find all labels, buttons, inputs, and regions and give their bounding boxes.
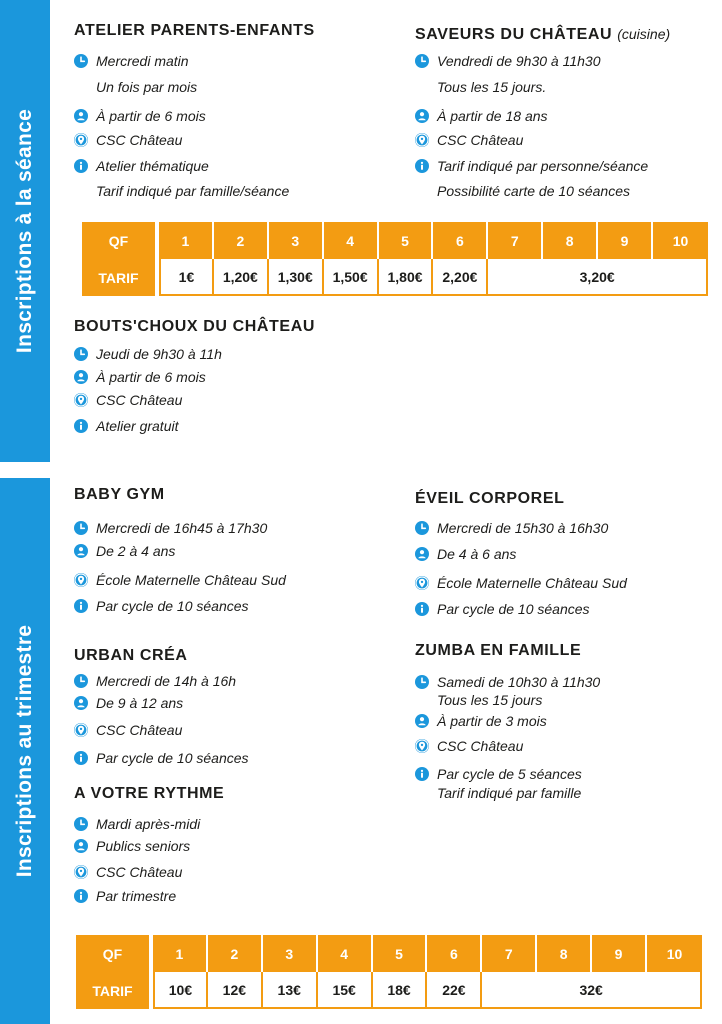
info-icon-glyph (415, 602, 429, 616)
line-text: CSC Château (96, 864, 183, 880)
tarif-cell: 13€ (263, 972, 318, 1009)
location-line (74, 722, 182, 739)
line-text: À partir de 6 mois (96, 369, 206, 385)
line-text: CSC Château (437, 132, 524, 148)
activity-title: BABY GYM (74, 486, 165, 503)
info-line (74, 598, 249, 615)
side-tab-trimestre (0, 478, 50, 1024)
frequency-line (415, 692, 542, 709)
clock-icon (415, 675, 429, 689)
info-line (415, 601, 590, 618)
location-pin-icon-glyph (74, 393, 88, 407)
activity-title-text: SAVEURS DU CHÂTEAU (415, 26, 613, 43)
location-pin-icon-glyph (74, 133, 88, 147)
person-icon (415, 547, 429, 561)
line-text: Tous les 15 jours (437, 692, 543, 708)
age-line (415, 108, 548, 125)
info-line-cont (415, 785, 581, 802)
info-icon (74, 419, 88, 433)
info-icon (415, 159, 429, 173)
clock-icon (74, 521, 88, 535)
side-tab-label: Inscriptions à la séance (13, 108, 36, 354)
line-text: CSC Château (96, 392, 183, 408)
info-line-cont (74, 183, 289, 200)
tarif-table-trimestre (76, 935, 702, 1009)
qf-cell: 7 (488, 222, 543, 259)
activity-urban-crea (74, 647, 394, 772)
qf-label: QF (82, 222, 159, 259)
activity-saveurs-du-chateau (415, 26, 715, 216)
location-line (74, 864, 182, 881)
schedule-line (415, 674, 600, 691)
age-line (74, 369, 206, 386)
age-line (74, 543, 175, 560)
qf-cell: 3 (263, 935, 318, 972)
clock-icon (415, 54, 429, 68)
person-icon-glyph (74, 370, 88, 384)
location-line (74, 392, 182, 409)
qf-cell: 4 (318, 935, 373, 972)
line-text: Par cycle de 10 séances (96, 750, 249, 766)
person-icon-glyph (74, 544, 88, 558)
qf-cell: 10 (653, 222, 708, 259)
line-text: École Maternelle Château Sud (437, 575, 627, 591)
info-icon-glyph (415, 159, 429, 173)
line-text: Mardi après-midi (96, 816, 201, 832)
clock-icon-glyph (415, 54, 429, 68)
clock-icon (74, 347, 88, 361)
activity-title: A VOTRE RYTHME (74, 785, 225, 802)
activity-eveil-corporel (415, 490, 715, 625)
activity-bouts-choux (74, 318, 394, 438)
schedule-line (415, 53, 600, 70)
person-icon (74, 839, 88, 853)
line-text: Mercredi de 15h30 à 16h30 (437, 520, 609, 536)
line-text: Publics seniors (96, 838, 191, 854)
person-icon-glyph (415, 714, 429, 728)
info-icon-glyph (74, 599, 88, 613)
line-text: Vendredi de 9h30 à 11h30 (437, 53, 601, 69)
tarif-cell: 1,80€ (379, 259, 434, 296)
location-pin-icon (74, 393, 88, 407)
line-text: Un fois par mois (96, 79, 198, 95)
line-text: Possibilité carte de 10 séances (437, 183, 630, 199)
qf-cell: 8 (543, 222, 598, 259)
line-text: Samedi de 10h30 à 11h30 (437, 674, 601, 690)
info-line (74, 418, 178, 435)
info-icon (415, 602, 429, 616)
qf-cell: 3 (269, 222, 324, 259)
clock-icon-glyph (415, 675, 429, 689)
location-pin-icon-glyph (415, 576, 429, 590)
activity-title: ÉVEIL CORPOREL (415, 490, 565, 507)
person-icon-glyph (74, 839, 88, 853)
info-icon (74, 159, 88, 173)
info-icon (74, 751, 88, 765)
location-pin-icon (415, 739, 429, 753)
location-pin-icon-glyph (415, 133, 429, 147)
info-icon (415, 767, 429, 781)
qf-cell: 9 (592, 935, 647, 972)
location-pin-icon-glyph (74, 865, 88, 879)
side-tab-seance (0, 0, 50, 462)
location-line (74, 572, 286, 589)
tarif-cell: 2,20€ (433, 259, 488, 296)
age-line (74, 695, 183, 712)
schedule-line (415, 520, 608, 537)
info-icon-glyph (74, 419, 88, 433)
tarif-table-seance (82, 222, 708, 296)
qf-cell: 2 (208, 935, 263, 972)
line-text: CSC Château (96, 132, 183, 148)
person-icon (415, 714, 429, 728)
tarif-row (76, 972, 702, 1009)
schedule-line (74, 816, 200, 833)
qf-cell: 9 (598, 222, 653, 259)
tarif-cell-merged: 32€ (482, 972, 702, 1009)
qf-cell: 2 (214, 222, 269, 259)
clock-icon (74, 817, 88, 831)
clock-icon-glyph (74, 347, 88, 361)
location-pin-icon-glyph (74, 723, 88, 737)
info-line (74, 158, 209, 175)
tarif-cell: 1,20€ (214, 259, 269, 296)
person-icon (415, 109, 429, 123)
info-line-cont (415, 183, 630, 200)
side-tab-label: Inscriptions au trimestre (13, 624, 36, 878)
location-pin-icon (74, 865, 88, 879)
line-text: De 9 à 12 ans (96, 695, 184, 711)
tarif-label: TARIF (82, 259, 159, 296)
person-icon (74, 370, 88, 384)
location-pin-icon-glyph (74, 573, 88, 587)
person-icon-glyph (415, 547, 429, 561)
qf-cell: 1 (153, 935, 208, 972)
clock-icon-glyph (74, 817, 88, 831)
tarif-cell: 1,50€ (324, 259, 379, 296)
frequency-line (415, 79, 546, 96)
info-line (415, 158, 648, 175)
age-line (74, 108, 206, 125)
info-icon-glyph (415, 767, 429, 781)
activity-a-votre-rythme (74, 785, 394, 910)
line-text: Tous les 15 jours. (437, 79, 547, 95)
line-text: École Maternelle Château Sud (96, 572, 286, 588)
frequency-line (74, 79, 197, 96)
location-pin-icon-glyph (415, 739, 429, 753)
line-text: Tarif indiqué par famille/séance (96, 183, 290, 199)
activity-zumba-en-famille (415, 642, 715, 807)
line-text: Mercredi de 14h à 16h (96, 673, 237, 689)
info-icon (74, 599, 88, 613)
clock-icon-glyph (74, 674, 88, 688)
info-line (74, 750, 249, 767)
line-text: Par trimestre (96, 888, 177, 904)
line-text: Mercredi matin (96, 53, 189, 69)
line-text: Par cycle de 10 séances (437, 601, 590, 617)
info-icon-glyph (74, 159, 88, 173)
line-text: Mercredi de 16h45 à 17h30 (96, 520, 268, 536)
line-text: Tarif indiqué par famille (437, 785, 582, 801)
qf-cell: 8 (537, 935, 592, 972)
line-text: CSC Château (96, 722, 183, 738)
info-line (74, 888, 176, 905)
activity-subtitle: (cuisine) (617, 26, 671, 42)
location-pin-icon (74, 573, 88, 587)
activity-title: BOUTS'CHOUX DU CHÂTEAU (74, 318, 316, 335)
age-line (415, 546, 516, 563)
person-icon-glyph (74, 696, 88, 710)
schedule-line (74, 346, 222, 363)
activity-title: ATELIER PARENTS-ENFANTS (74, 22, 315, 39)
tarif-cell-merged: 3,20€ (488, 259, 708, 296)
tarif-cell: 1,30€ (269, 259, 324, 296)
tarif-label: TARIF (76, 972, 153, 1009)
location-line (415, 575, 627, 592)
qf-cell: 10 (647, 935, 702, 972)
qf-cell: 6 (433, 222, 488, 259)
tarif-cell: 18€ (373, 972, 428, 1009)
person-icon (74, 696, 88, 710)
schedule-line (74, 520, 267, 537)
tarif-cell: 1€ (159, 259, 214, 296)
age-line (415, 713, 547, 730)
line-text: Par cycle de 10 séances (96, 598, 249, 614)
location-pin-icon (74, 723, 88, 737)
audience-line (74, 838, 190, 855)
tarif-cell: 22€ (427, 972, 482, 1009)
line-text: De 4 à 6 ans (437, 546, 517, 562)
qf-cell: 5 (373, 935, 428, 972)
location-pin-icon (74, 133, 88, 147)
qf-cell: 1 (159, 222, 214, 259)
activity-title: ZUMBA EN FAMILLE (415, 642, 582, 659)
tarif-cell: 12€ (208, 972, 263, 1009)
qf-row (76, 935, 702, 972)
qf-cell: 7 (482, 935, 537, 972)
person-icon-glyph (74, 109, 88, 123)
schedule-line (74, 53, 189, 70)
line-text: Atelier gratuit (96, 418, 179, 434)
activity-baby-gym (74, 486, 394, 621)
info-icon-glyph (74, 751, 88, 765)
clock-icon-glyph (415, 521, 429, 535)
activity-title (415, 26, 670, 44)
clock-icon-glyph (74, 54, 88, 68)
location-pin-icon (415, 576, 429, 590)
qf-cell: 4 (324, 222, 379, 259)
tarif-cell: 10€ (153, 972, 208, 1009)
info-icon-glyph (74, 889, 88, 903)
location-pin-icon (415, 133, 429, 147)
location-line (74, 132, 182, 149)
location-line (415, 738, 523, 755)
activity-title: URBAN CRÉA (74, 647, 188, 664)
activity-atelier-parents-enfants (74, 22, 394, 212)
person-icon (74, 544, 88, 558)
line-text: À partir de 3 mois (437, 713, 547, 729)
clock-icon (74, 674, 88, 688)
tarif-cell: 15€ (318, 972, 373, 1009)
info-icon (74, 889, 88, 903)
line-text: Tarif indiqué par personne/séance (437, 158, 649, 174)
qf-cell: 6 (427, 935, 482, 972)
tarif-row (82, 259, 708, 296)
clock-icon (415, 521, 429, 535)
person-icon (74, 109, 88, 123)
clock-icon-glyph (74, 521, 88, 535)
location-line (415, 132, 523, 149)
line-text: À partir de 18 ans (437, 108, 548, 124)
clock-icon (74, 54, 88, 68)
line-text: À partir de 6 mois (96, 108, 206, 124)
line-text: Par cycle de 5 séances (437, 766, 582, 782)
line-text: Atelier thématique (96, 158, 209, 174)
line-text: CSC Château (437, 738, 524, 754)
line-text: De 2 à 4 ans (96, 543, 176, 559)
qf-cell: 5 (379, 222, 434, 259)
qf-row (82, 222, 708, 259)
person-icon-glyph (415, 109, 429, 123)
info-line (415, 766, 582, 783)
line-text: Jeudi de 9h30 à 11h (96, 346, 222, 362)
qf-label: QF (76, 935, 153, 972)
schedule-line (74, 673, 236, 690)
